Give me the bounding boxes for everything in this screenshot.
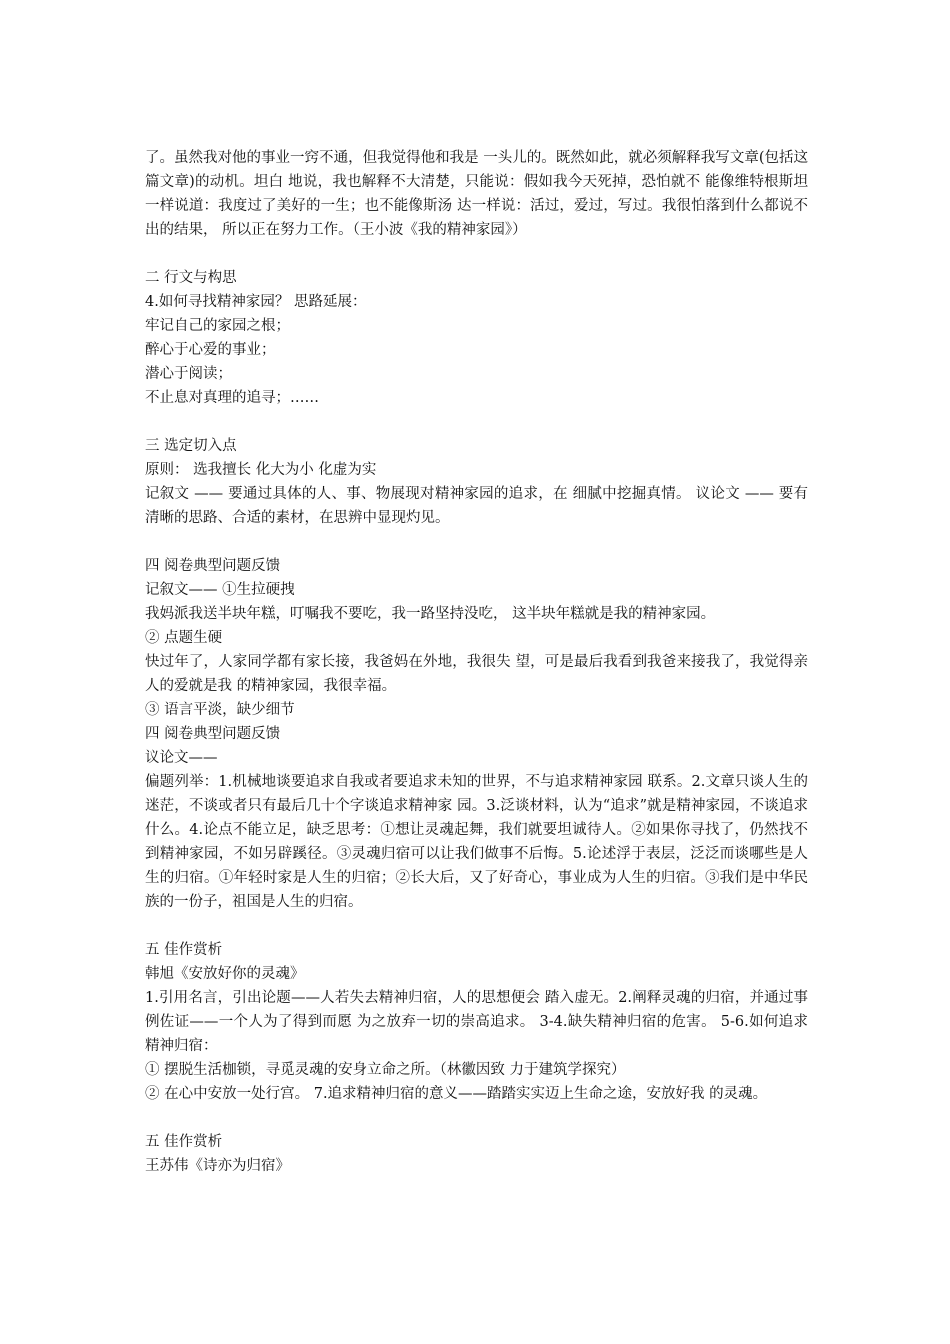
- section-3-body: 记叙文 —— 要通过具体的人、事、物展现对精神家园的追求，在 细腻中挖掘真情。 议论文 —— 要有清晰的思路、合适的素材，在思辨中显现灼见。: [145, 486, 808, 526]
- section-2-question: 4.如何寻找精神家园？ 思路延展：: [145, 294, 367, 310]
- argumentative-body: 偏题列举：1.机械地谈要追求自我或者要追求未知的世界，不与追求精神家园 联系。2.文章只谈人生的迷茫，不谈或者只有最后几十个字谈追求精神家 园。3.泛谈材料，认为“追求”就是精神家园，不谈追求什么。4.论点不能立足，缺乏思考：①想让灵魂起舞，我们就要坦诚待人。②如果你寻找了，仍然找不到精神家园，不如另辟蹊径。③灵魂归宿可以让我们做事不后悔。5.论述浮于表层，泛泛而谈哪些是人生的归宿。①年轻时家是人生的归宿；②长大后，又了好奇心，事业成为人生的归宿。③我们是中华民族的一份子，祖国是人生的归宿。: [145, 774, 808, 910]
- list-item: 醉心于心爱的事业；: [145, 342, 276, 358]
- section-5-heading-repeat: 五 佳作赏析: [145, 1134, 223, 1150]
- essay-title-2: 王苏伟《诗亦为归宿》: [145, 1158, 290, 1174]
- spacer: [145, 530, 808, 554]
- narrative-problem-2: ② 点题生硬: [145, 630, 223, 646]
- list-item: 潜心于阅读；: [145, 366, 232, 382]
- argumentative-heading: 议论文——: [145, 750, 218, 766]
- narrative-example-2: 快过年了，人家同学都有家长接，我爸妈在外地，我很失 望，可是最后我看到我爸来接我了，我觉得亲人的爱就是我 的精神家园，我很幸福。: [145, 654, 808, 694]
- section-5-heading: 五 佳作赏析: [145, 942, 223, 958]
- essay-title: 韩旭《安放好你的灵魂》: [145, 966, 305, 982]
- section-3-principle: 原则： 选我擅长 化大为小 化虚为实: [145, 462, 377, 478]
- list-item: 牢记自己的家园之根；: [145, 318, 290, 334]
- section-4-heading: 四 阅卷典型问题反馈: [145, 558, 281, 574]
- narrative-example-1: 我妈派我送半块年糕，叮嘱我不要吃，我一路坚持没吃， 这半块年糕就是我的精神家园。: [145, 606, 716, 622]
- essay-analysis-3: ② 在心中安放一处行宫。 7.追求精神归宿的意义——踏踏实实迈上生命之途，安放好我 的灵魂。: [145, 1086, 768, 1102]
- spacer: [145, 242, 808, 266]
- spacer: [145, 410, 808, 434]
- spacer: [145, 1106, 808, 1130]
- document-page: [145, 146, 808, 1178]
- essay-analysis-2: ① 摆脱生活枷锁，寻觅灵魂的安身立命之所。（林徽因致 力于建筑学探究）: [145, 1062, 626, 1078]
- narrative-problem-3: ③ 语言平淡，缺少细节: [145, 702, 295, 718]
- essay-analysis-1: 1.引用名言，引出论题——人若失去精神归宿，人的思想便会 踏入虚无。2.阐释灵魂的归宿，并通过事例佐证——一个人为了得到而愿 为之放弃一切的崇高追求。 3-4.缺失精神归宿的危害。 5-6.如何追求精神归宿：: [145, 990, 808, 1054]
- intro-paragraph: 了。虽然我对他的事业一窍不通，但我觉得他和我是 一头儿的。既然如此，就必须解释我写文章(包括这篇文章)的动机。坦白 地说，我也解释不大清楚，只能说：假如我今天死掉，恐怕就不 能像维特根斯坦一样说道：我度过了美好的一生；也不能像斯汤 达一样说：活过，爱过，写过。我很怕落到什么都说不出的结果， 所以正在努力工作。（王小波《我的精神家园》）: [145, 150, 808, 238]
- narrative-problem-1: 记叙文—— ①生拉硬拽: [145, 582, 295, 598]
- spacer: [145, 914, 808, 938]
- section-2-heading: 二 行文与构思: [145, 270, 237, 286]
- list-item: 不止息对真理的追寻；……: [145, 390, 319, 406]
- section-4-heading-repeat: 四 阅卷典型问题反馈: [145, 726, 281, 742]
- section-3-heading: 三 选定切入点: [145, 438, 237, 454]
